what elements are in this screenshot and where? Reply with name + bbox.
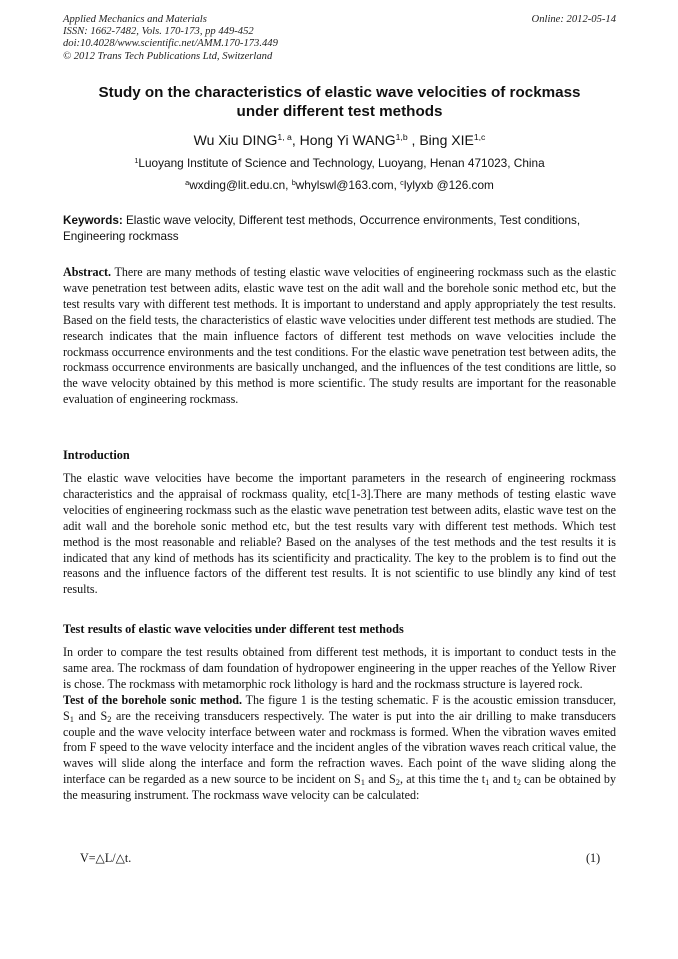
author-superscript: 1, a xyxy=(277,132,292,143)
introduction-heading: Introduction xyxy=(63,448,130,462)
subscript: 1 xyxy=(69,713,74,724)
subscript: 2 xyxy=(395,777,400,788)
keywords-label: Keywords: xyxy=(63,214,123,227)
section-body xyxy=(63,645,616,804)
journal-header xyxy=(63,14,616,63)
online-date: Online: 2012-05-14 xyxy=(531,14,616,25)
affiliation-text: Luoyang Institute of Science and Technology, Luoyang, Henan 471023, China xyxy=(138,156,545,170)
abstract-label: Abstract. xyxy=(63,265,112,279)
author-separator: , xyxy=(291,132,300,148)
email-address: lylyxb @126.com xyxy=(403,178,494,192)
affiliation-superscript: 1 xyxy=(134,155,139,165)
copyright-line: © 2012 Trans Tech Publications Ltd, Switzerland xyxy=(63,50,273,62)
section-heading: Test results of elastic wave velocities under different test methods xyxy=(63,622,404,636)
section-paragraph-1: In order to compare the test results obtained from different test methods, it is important to conduct tests in the same area. The rockmass of dam foundation of hydropower engineering in the upper reaches of the Yellow River is chose. The rockmass with metamorphic rock lithology is hard and the rockmass structure is layered rock. xyxy=(63,645,616,691)
paragraph-text: and S xyxy=(73,708,108,723)
email-superscript: a xyxy=(185,177,190,187)
author-name: Bing XIE xyxy=(419,132,474,148)
issn-line: ISSN: 1662-7482, Vols. 170-173, pp 449-452 xyxy=(63,26,254,38)
author-list xyxy=(63,131,616,149)
abstract-text: There are many methods of testing elastic wave velocities of engineering rockmass such as the elastic wave penetration test between adits, elastic wave test on the adit wall and the borehole sonic method etc, but the test results vary with different test methods. It is important to understand and apply appropriately the test results. Based on the field tests, the characteristics of elastic wave velocities under different test methods are studied. The research indicates that the main influence factors of different test methods on wave velocities include the rockmass occurrence environments and the test conditions. For the elastic wave penetration test between adits, the rockmass occurrence environments are basically unchanged, and the influences of the test conditions are little, so the wave velocity obtained by this method is more scientific. The study results are important for the reasonable evaluation of engineering rockmass. xyxy=(63,265,616,407)
equation: V=△L/△t. xyxy=(80,851,132,865)
section-paragraph-2 xyxy=(63,693,616,804)
author-emails xyxy=(63,178,616,193)
keywords-text: Elastic wave velocity, Different test methods, Occurrence environments, Test conditions, Engineering rockmass xyxy=(63,214,581,243)
subscript: 2 xyxy=(516,777,521,788)
email-address: wxding@lit.edu.cn, xyxy=(189,178,292,192)
equation-number: (1) xyxy=(586,851,601,865)
paragraph-text: and t xyxy=(489,772,517,787)
abstract xyxy=(63,265,616,408)
keywords xyxy=(63,213,618,245)
title-line-1: Study on the characteristics of elastic wave velocities of rockmass xyxy=(98,84,581,101)
title-line-2: under different test methods xyxy=(236,103,443,120)
email-superscript: c xyxy=(400,177,404,187)
subscript: 1 xyxy=(485,777,490,788)
author-separator: , xyxy=(407,132,420,148)
introduction-text: The elastic wave velocities have become the important parameters in the research of engineering rockmass characteristics and the appraisal of rockmass quality, etc[1-3].There are many methods of testing elastic wave velocities of engineering rockmass such as the elastic wave penetration test between adits, elastic wave test on the adit wall and the borehole sonic method etc, but the test results vary with different test methods. Which test method is the most reasonable and reliable? Based on the analyses of the test methods and the test results it is indicated that any kind of methods has its scientificity and practicality. The key to the problem is to find out the reasons and the influence factors of the different test results. It is not scientific to use blindly any kind of test results. xyxy=(63,471,616,597)
paragraph-text: , at this time the t xyxy=(399,772,486,787)
run-in-heading: Test of the borehole sonic method. xyxy=(63,692,243,707)
doi-line: doi:10.4028/www.scientific.net/AMM.170-173.449 xyxy=(63,38,278,50)
paragraph-text: are the receiving transducers respectively. The water is put into the air drilling to make transducers couple and the wave velocity interface between water and rockmass is formed. When the vibration waves emited from F speed to the wave velocity interface and the incident angles of the vibration waves reach critical value, the waves will slide along the interface and form the refraction waves. Each point of the wave sliding along the interface can be regarded as a new source to be incident on S xyxy=(63,708,617,787)
subscript: 2 xyxy=(107,713,112,724)
author-superscript: 1,c xyxy=(473,132,486,143)
paragraph-text: and S xyxy=(365,772,396,787)
paragraph-text: can be obtained by the measuring instrument. The rockmass wave velocity can be calculated: xyxy=(63,772,617,803)
author-superscript: 1,b xyxy=(395,132,408,143)
email-superscript: b xyxy=(291,177,296,187)
paragraph-text: The figure 1 is the testing schematic. F is the acoustic emission transducer, S xyxy=(63,692,616,723)
subscript: 1 xyxy=(360,777,365,788)
paper-title xyxy=(63,83,616,121)
author-name: Hong Yi WANG xyxy=(299,132,396,148)
journal-name: Applied Mechanics and Materials xyxy=(63,14,207,25)
introduction-body xyxy=(63,471,616,598)
author-name: Wu Xiu DING xyxy=(193,132,278,148)
affiliation xyxy=(63,156,616,171)
email-address: whylswl@163.com, xyxy=(295,178,401,192)
